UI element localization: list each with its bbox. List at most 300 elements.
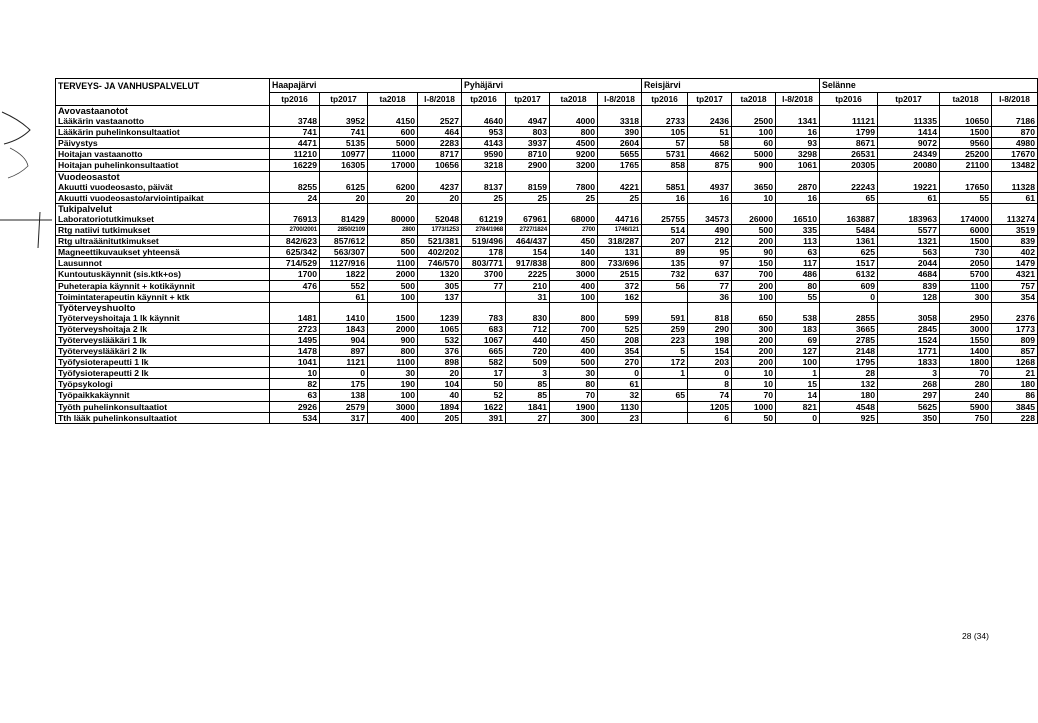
table-cell: 14 — [776, 390, 820, 401]
table-cell: 56 — [642, 280, 688, 291]
row-label: Työth puhelinkonsultaatiot — [56, 401, 270, 412]
table-cell: 4500 — [550, 138, 598, 149]
table-cell: 223 — [642, 334, 688, 345]
table-cell: 16305 — [320, 160, 368, 171]
table-cell — [878, 106, 940, 117]
table-cell: 3058 — [878, 313, 940, 324]
table-cell: 23 — [598, 412, 642, 423]
table-cell: 464/437 — [506, 236, 550, 247]
table-cell: 1822 — [320, 269, 368, 280]
table-cell: 97 — [688, 258, 732, 269]
table-cell: 305 — [418, 280, 462, 291]
table-row — [56, 138, 1038, 149]
period-header-row — [56, 93, 1038, 106]
table-cell: 757 — [992, 280, 1038, 291]
table-cell: 25 — [462, 192, 506, 203]
table-cell — [368, 171, 418, 182]
table-cell: 376 — [418, 346, 462, 357]
table-cell: 538 — [776, 313, 820, 324]
table-cell — [550, 302, 598, 313]
table-cell: 1400 — [940, 346, 992, 357]
table-cell: 20080 — [878, 160, 940, 171]
table-cell: 180 — [992, 379, 1038, 390]
table-cell: 500 — [368, 280, 418, 291]
table-cell: 1841 — [506, 401, 550, 412]
table-cell: 178 — [462, 247, 506, 258]
table-cell: 476 — [270, 280, 320, 291]
table-cell: 207 — [642, 236, 688, 247]
period-header: tp2016 — [820, 93, 878, 106]
table-cell — [992, 302, 1038, 313]
table-cell: 2926 — [270, 401, 320, 412]
table-cell: 741 — [270, 127, 320, 138]
table-row — [56, 412, 1038, 423]
table-cell: 200 — [732, 346, 776, 357]
region-header-pyhajarvi: Pyhäjärvi — [462, 79, 642, 93]
table-cell: 400 — [550, 346, 598, 357]
table-cell: 2500 — [732, 116, 776, 127]
table-cell: 1478 — [270, 346, 320, 357]
table-cell: 1000 — [732, 401, 776, 412]
table-cell: 11335 — [878, 116, 940, 127]
table-cell: 30 — [368, 368, 418, 379]
table-cell: 400 — [550, 280, 598, 291]
table-cell: 105 — [642, 127, 688, 138]
table-body — [56, 106, 1038, 424]
table-cell — [940, 171, 992, 182]
table-cell: 25200 — [940, 149, 992, 160]
table-cell: 77 — [462, 280, 506, 291]
table-cell — [776, 203, 820, 214]
table-cell: 51 — [688, 127, 732, 138]
table-cell: 203 — [688, 357, 732, 368]
table-cell — [992, 106, 1038, 117]
table-cell: 9590 — [462, 149, 506, 160]
table-cell: 800 — [550, 258, 598, 269]
table-cell: 4684 — [878, 269, 940, 280]
table-cell: 2579 — [320, 401, 368, 412]
table-cell: 552 — [320, 280, 368, 291]
table-cell: 1268 — [992, 357, 1038, 368]
table-cell: 2950 — [940, 313, 992, 324]
table-cell: 127 — [776, 346, 820, 357]
table-cell: 4662 — [688, 149, 732, 160]
table-cell: 16 — [642, 192, 688, 203]
table-cell: 5484 — [820, 225, 878, 236]
table-cell: 650 — [732, 313, 776, 324]
table-cell — [368, 203, 418, 214]
table-cell: 839 — [992, 236, 1038, 247]
period-header: tp2016 — [270, 93, 320, 106]
table-cell — [820, 203, 878, 214]
region-header-reisjarvi: Reisjärvi — [642, 79, 820, 93]
table-cell: 450 — [550, 236, 598, 247]
table-cell: 26531 — [820, 149, 878, 160]
table-cell: 300 — [550, 412, 598, 423]
table-cell: 15 — [776, 379, 820, 390]
table-cell — [642, 412, 688, 423]
table-cell: 3000 — [940, 323, 992, 334]
row-label: Lausunnot — [56, 258, 270, 269]
table-cell: 95 — [688, 247, 732, 258]
table-cell: 2900 — [506, 160, 550, 171]
period-header: tp2017 — [506, 93, 550, 106]
table-cell: 104 — [418, 379, 462, 390]
table-cell: 69 — [776, 334, 820, 345]
table-cell: 2436 — [688, 116, 732, 127]
row-label: Hoitajan puhelinkonsultaatiot — [56, 160, 270, 171]
table-row — [56, 334, 1038, 345]
table-cell: 100 — [368, 390, 418, 401]
table-cell: 9200 — [550, 149, 598, 160]
table-cell: 131 — [598, 247, 642, 258]
table-cell: 8159 — [506, 182, 550, 193]
table-cell: 1100 — [368, 357, 418, 368]
table-cell: 1414 — [878, 127, 940, 138]
table-cell: 86 — [992, 390, 1038, 401]
table-cell: 34573 — [688, 214, 732, 225]
table-cell: 5700 — [940, 269, 992, 280]
table-cell: 563/307 — [320, 247, 368, 258]
table-cell: 440 — [506, 334, 550, 345]
table-cell: 818 — [688, 313, 732, 324]
table-cell: 172 — [642, 357, 688, 368]
table-cell: 32 — [598, 390, 642, 401]
table-cell: 720 — [506, 346, 550, 357]
table-row — [56, 379, 1038, 390]
table-cell: 300 — [732, 323, 776, 334]
table-cell: 27 — [506, 412, 550, 423]
table-cell: 4548 — [820, 401, 878, 412]
table-cell: 154 — [688, 346, 732, 357]
table-cell — [506, 171, 550, 182]
region-header-selanne: Selänne — [820, 79, 1038, 93]
table-cell: 0 — [776, 412, 820, 423]
table-cell — [598, 106, 642, 117]
table-cell: 402 — [992, 247, 1038, 258]
table-cell: 82 — [270, 379, 320, 390]
table-cell: 450 — [550, 334, 598, 345]
table-cell: 2700/2001 — [270, 225, 320, 236]
table-cell: 625/342 — [270, 247, 320, 258]
table-cell — [776, 302, 820, 313]
table-cell: 200 — [732, 236, 776, 247]
table-cell: 1061 — [776, 160, 820, 171]
table-row — [56, 368, 1038, 379]
table-cell: 850 — [368, 236, 418, 247]
table-cell: 77 — [688, 280, 732, 291]
table-cell: 400 — [368, 412, 418, 423]
table-cell: 3 — [878, 368, 940, 379]
table-cell: 1843 — [320, 323, 368, 334]
row-label: Tth lääk puhelinkonsultaatiot — [56, 412, 270, 423]
table-cell: 2855 — [820, 313, 878, 324]
table-cell: 1341 — [776, 116, 820, 127]
period-header: tp2016 — [642, 93, 688, 106]
table-cell: 100 — [368, 291, 418, 302]
table-cell: 16229 — [270, 160, 320, 171]
table-cell: 13482 — [992, 160, 1038, 171]
table-cell: 70 — [550, 390, 598, 401]
table-cell: 2044 — [878, 258, 940, 269]
table-cell: 4947 — [506, 116, 550, 127]
table-row — [56, 269, 1038, 280]
table-cell: 9072 — [878, 138, 940, 149]
table-cell: 6132 — [820, 269, 878, 280]
table-cell: 65 — [642, 390, 688, 401]
table-cell: 117 — [776, 258, 820, 269]
table-row — [56, 160, 1038, 171]
row-label: Työfysioterapeutti 2 lk — [56, 368, 270, 379]
table-cell: 11328 — [992, 182, 1038, 193]
table-cell: 1795 — [820, 357, 878, 368]
table-cell: 55 — [776, 291, 820, 302]
table-cell: 128 — [878, 291, 940, 302]
table-cell: 5625 — [878, 401, 940, 412]
table-row — [56, 346, 1038, 357]
table-cell: 205 — [418, 412, 462, 423]
table-cell: 4237 — [418, 182, 462, 193]
table-cell: 1361 — [820, 236, 878, 247]
table-cell: 1479 — [992, 258, 1038, 269]
table-cell: 390 — [598, 127, 642, 138]
table-cell: 1481 — [270, 313, 320, 324]
table-cell: 1746/121 — [598, 225, 642, 236]
row-label: Lääkärin puhelinkonsultaatiot — [56, 127, 270, 138]
table-cell: 1517 — [820, 258, 878, 269]
table-cell: 200 — [732, 280, 776, 291]
period-header: tp2017 — [688, 93, 732, 106]
table-cell — [642, 203, 688, 214]
table-cell — [940, 302, 992, 313]
table-cell: 599 — [598, 313, 642, 324]
table-cell — [462, 291, 506, 302]
table-cell: 25 — [550, 192, 598, 203]
table-cell: 318/287 — [598, 236, 642, 247]
table-cell — [642, 379, 688, 390]
table-cell — [418, 302, 462, 313]
table-cell: 113 — [776, 236, 820, 247]
table-cell: 0 — [820, 291, 878, 302]
table-cell — [688, 106, 732, 117]
label-column-header — [56, 93, 270, 106]
period-header: ta2018 — [368, 93, 418, 106]
table-cell: 803/771 — [462, 258, 506, 269]
table-cell: 9560 — [940, 138, 992, 149]
table-cell: 200 — [732, 334, 776, 345]
table-cell: 5655 — [598, 149, 642, 160]
table-cell — [598, 302, 642, 313]
table-cell: 600 — [368, 127, 418, 138]
table-cell: 3748 — [270, 116, 320, 127]
table-cell: 1 — [776, 368, 820, 379]
table-cell: 1700 — [270, 269, 320, 280]
table-cell: 163887 — [820, 214, 878, 225]
table-cell: 0 — [320, 368, 368, 379]
table-row — [56, 192, 1038, 203]
table-cell: 6125 — [320, 182, 368, 193]
table-cell: 21100 — [940, 160, 992, 171]
table-cell: 70 — [940, 368, 992, 379]
table-cell — [642, 291, 688, 302]
table-cell: 3 — [506, 368, 550, 379]
row-label: Hoitajan vastaanotto — [56, 149, 270, 160]
table-cell: 3650 — [732, 182, 776, 193]
table-cell: 372 — [598, 280, 642, 291]
table-cell — [820, 106, 878, 117]
table-cell: 898 — [418, 357, 462, 368]
table-cell: 486 — [776, 269, 820, 280]
table-cell: 917/838 — [506, 258, 550, 269]
table-cell: 2225 — [506, 269, 550, 280]
table-cell: 210 — [506, 280, 550, 291]
section-label: Työterveyshuolto — [56, 302, 270, 313]
table-cell: 20 — [418, 368, 462, 379]
page-number: 28 (34) — [962, 631, 989, 641]
table-cell: 100 — [776, 357, 820, 368]
table-cell: 208 — [598, 334, 642, 345]
table-cell: 1800 — [940, 357, 992, 368]
table-cell: 858 — [642, 160, 688, 171]
table-cell: 1550 — [940, 334, 992, 345]
table-cell: 5000 — [368, 138, 418, 149]
table-cell: 10977 — [320, 149, 368, 160]
table-cell: 1410 — [320, 313, 368, 324]
table-cell: 2784/1968 — [462, 225, 506, 236]
table-cell: 7800 — [550, 182, 598, 193]
table-cell: 89 — [642, 247, 688, 258]
table-cell: 521/381 — [418, 236, 462, 247]
table-cell: 85 — [506, 379, 550, 390]
table-cell — [270, 302, 320, 313]
table-cell — [368, 106, 418, 117]
table-cell — [732, 106, 776, 117]
table-cell: 138 — [320, 390, 368, 401]
table-cell: 925 — [820, 412, 878, 423]
row-label: Työpsykologi — [56, 379, 270, 390]
table-cell: 7186 — [992, 116, 1038, 127]
table-cell — [688, 203, 732, 214]
table-cell: 52048 — [418, 214, 462, 225]
table-cell: 1622 — [462, 401, 506, 412]
table-cell: 800 — [550, 127, 598, 138]
table-cell: 61219 — [462, 214, 506, 225]
table-cell — [320, 203, 368, 214]
table-cell — [506, 106, 550, 117]
period-header: tp2017 — [878, 93, 940, 106]
table-cell: 500 — [368, 247, 418, 258]
table-cell: 5 — [642, 346, 688, 357]
period-header: ta2018 — [940, 93, 992, 106]
table-cell: 809 — [992, 334, 1038, 345]
table-cell: 10 — [732, 379, 776, 390]
table-cell: 17650 — [940, 182, 992, 193]
table-cell: 3952 — [320, 116, 368, 127]
table-cell: 1121 — [320, 357, 368, 368]
table-cell: 3298 — [776, 149, 820, 160]
table-row — [56, 313, 1038, 324]
table-cell: 2800 — [368, 225, 418, 236]
table-cell: 8710 — [506, 149, 550, 160]
table-cell: 953 — [462, 127, 506, 138]
table-cell: 137 — [418, 291, 462, 302]
table-cell: 870 — [992, 127, 1038, 138]
table-cell: 300 — [940, 291, 992, 302]
table-cell: 8717 — [418, 149, 462, 160]
table-cell: 2604 — [598, 138, 642, 149]
table-cell — [320, 171, 368, 182]
table-cell: 354 — [992, 291, 1038, 302]
table-row — [56, 182, 1038, 193]
table-cell: 857/612 — [320, 236, 368, 247]
table-cell: 563 — [878, 247, 940, 258]
table-cell: 842/623 — [270, 236, 320, 247]
table-cell: 4980 — [992, 138, 1038, 149]
table-cell: 1100 — [368, 258, 418, 269]
table-cell: 24 — [270, 192, 320, 203]
row-label: Työterveyslääkäri 2 lk — [56, 346, 270, 357]
table-cell: 534 — [270, 412, 320, 423]
table-cell: 2000 — [368, 269, 418, 280]
table-cell — [462, 106, 506, 117]
table-cell: 25 — [506, 192, 550, 203]
table-cell: 2527 — [418, 116, 462, 127]
table-cell: 81429 — [320, 214, 368, 225]
table-cell: 857 — [992, 346, 1038, 357]
row-label: Toimintaterapeutin käynnit + ktk — [56, 291, 270, 302]
table-cell: 22243 — [820, 182, 878, 193]
table-cell: 80000 — [368, 214, 418, 225]
table-cell: 2515 — [598, 269, 642, 280]
table-cell: 402/202 — [418, 247, 462, 258]
table-cell: 591 — [642, 313, 688, 324]
period-header: I-8/2018 — [598, 93, 642, 106]
table-cell: 183 — [776, 323, 820, 334]
table-cell: 5731 — [642, 149, 688, 160]
table-cell: 228 — [992, 412, 1038, 423]
table-cell: 6 — [688, 412, 732, 423]
table-cell: 16 — [688, 192, 732, 203]
table-cell: 2733 — [642, 116, 688, 127]
table-cell: 26000 — [732, 214, 776, 225]
table-cell: 2148 — [820, 346, 878, 357]
table-cell: 20 — [418, 192, 462, 203]
table-cell: 1320 — [418, 269, 462, 280]
table-cell: 582 — [462, 357, 506, 368]
table-title: TERVEYS- JA VANHUSPALVELUT — [56, 79, 270, 93]
table-cell: 3519 — [992, 225, 1038, 236]
table-row — [56, 258, 1038, 269]
table-cell: 0 — [688, 368, 732, 379]
table-cell: 714/529 — [270, 258, 320, 269]
table-cell: 1065 — [418, 323, 462, 334]
table-cell: 4000 — [550, 116, 598, 127]
table-cell: 8255 — [270, 182, 320, 193]
table-cell: 5577 — [878, 225, 940, 236]
table-cell: 180 — [820, 390, 878, 401]
table-cell: 21 — [992, 368, 1038, 379]
table-cell: 2727/1824 — [506, 225, 550, 236]
table-cell: 90 — [732, 247, 776, 258]
table-cell: 1067 — [462, 334, 506, 345]
table-cell — [418, 106, 462, 117]
table-cell: 637 — [688, 269, 732, 280]
table-cell: 270 — [598, 357, 642, 368]
period-header: tp2017 — [320, 93, 368, 106]
table-cell: 100 — [550, 291, 598, 302]
table-cell — [418, 203, 462, 214]
table-cell: 514 — [642, 225, 688, 236]
